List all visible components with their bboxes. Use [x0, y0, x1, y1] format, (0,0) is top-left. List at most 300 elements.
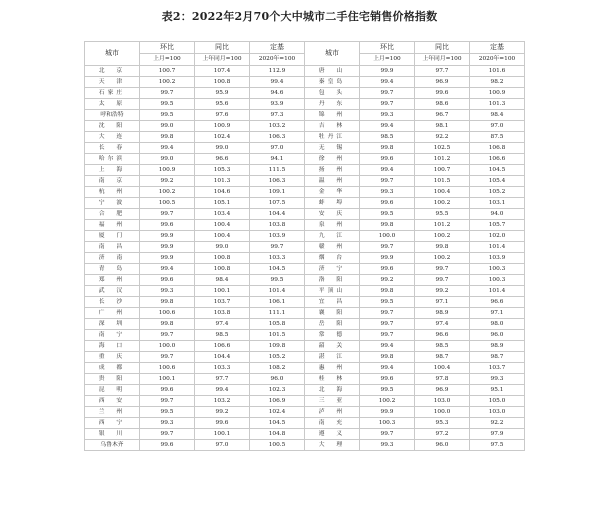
mom-value-left: 100.7 [140, 66, 195, 77]
city-name-left: 杭 州 [85, 187, 140, 198]
yoy-value-left: 97.0 [195, 440, 250, 451]
mom-value-left: 99.3 [140, 418, 195, 429]
base-value-left: 99.7 [250, 242, 305, 253]
table-row [85, 209, 525, 220]
mom-value-left: 99.7 [140, 330, 195, 341]
table-row [85, 187, 525, 198]
city-name-left: 武 汉 [85, 286, 140, 297]
yoy-value-right: 97.7 [415, 66, 470, 77]
yoy-value-left: 106.6 [195, 341, 250, 352]
mom-value-right: 99.2 [360, 275, 415, 286]
base-value-right: 105.7 [470, 220, 525, 231]
mom-value-left: 99.0 [140, 121, 195, 132]
base-value-left: 99.5 [250, 275, 305, 286]
mom-value-right: 99.3 [360, 187, 415, 198]
city-name-right: 北 海 [305, 385, 360, 396]
mom-value-right: 99.9 [360, 66, 415, 77]
mom-value-right: 99.3 [360, 440, 415, 451]
table-body [85, 66, 525, 451]
yoy-value-left: 103.2 [195, 396, 250, 407]
yoy-value-left: 99.2 [195, 407, 250, 418]
yoy-value-left: 102.4 [195, 132, 250, 143]
yoy-value-left: 100.9 [195, 121, 250, 132]
table-row [85, 154, 525, 165]
base-value-left: 103.8 [250, 220, 305, 231]
yoy-value-left: 100.1 [195, 286, 250, 297]
city-name-right: 韶 关 [305, 341, 360, 352]
table-row [85, 440, 525, 451]
city-name-right: 唐 山 [305, 66, 360, 77]
city-name-left: 兰 州 [85, 407, 140, 418]
base-value-left: 104.4 [250, 209, 305, 220]
mom-value-right: 99.9 [360, 407, 415, 418]
table-row [85, 198, 525, 209]
base-value-right: 95.1 [470, 385, 525, 396]
base-value-right: 100.9 [470, 88, 525, 99]
mom-value-right: 99.7 [360, 330, 415, 341]
mom-value-right: 99.7 [360, 308, 415, 319]
base-value-right: 103.9 [470, 253, 525, 264]
yoy-value-left: 100.4 [195, 231, 250, 242]
city-name-right: 扬 州 [305, 165, 360, 176]
mom-value-right: 99.7 [360, 176, 415, 187]
city-name-left: 深 圳 [85, 319, 140, 330]
yoy-value-right: 96.6 [415, 330, 470, 341]
city-name-left: 北 京 [85, 66, 140, 77]
city-name-left: 宁 波 [85, 198, 140, 209]
base-value-left: 108.2 [250, 363, 305, 374]
yoy-value-left: 107.4 [195, 66, 250, 77]
mom-value-left: 99.0 [140, 154, 195, 165]
table-row [85, 231, 525, 242]
base-value-left: 109.8 [250, 341, 305, 352]
mom-value-left: 100.1 [140, 374, 195, 385]
mom-value-right: 99.3 [360, 110, 415, 121]
mom-value-right: 99.4 [360, 165, 415, 176]
table-row [85, 396, 525, 407]
base-value-left: 101.5 [250, 330, 305, 341]
city-name-right: 徐 州 [305, 154, 360, 165]
city-name-left: 太 原 [85, 99, 140, 110]
city-name-right: 平顶山 [305, 286, 360, 297]
base-value-right: 98.7 [470, 352, 525, 363]
mom-value-right: 99.6 [360, 154, 415, 165]
city-name-right: 惠 州 [305, 363, 360, 374]
city-name-left: 长 春 [85, 143, 140, 154]
mom-value-right: 99.6 [360, 374, 415, 385]
mom-value-left: 99.8 [140, 297, 195, 308]
table-row [85, 264, 525, 275]
table-row [85, 330, 525, 341]
city-name-right: 三 亚 [305, 396, 360, 407]
yoy-value-left: 103.4 [195, 209, 250, 220]
base-value-left: 101.4 [250, 286, 305, 297]
subheader-yoy-left: 上年同月=100 [195, 54, 250, 66]
table-row [85, 143, 525, 154]
city-name-left: 济 南 [85, 253, 140, 264]
base-value-left: 111.5 [250, 165, 305, 176]
base-value-left: 106.3 [250, 132, 305, 143]
city-name-left: 南 京 [85, 176, 140, 187]
base-value-left: 104.5 [250, 418, 305, 429]
city-name-left: 上 海 [85, 165, 140, 176]
yoy-value-left: 103.3 [195, 363, 250, 374]
base-value-left: 112.9 [250, 66, 305, 77]
base-value-right: 101.3 [470, 99, 525, 110]
base-value-right: 104.5 [470, 165, 525, 176]
table-row [85, 88, 525, 99]
header-base-left: 定基 [250, 42, 305, 54]
table-row [85, 429, 525, 440]
base-value-left: 105.2 [250, 352, 305, 363]
city-name-right: 九 江 [305, 231, 360, 242]
city-name-right: 丹 东 [305, 99, 360, 110]
base-value-right: 100.3 [470, 275, 525, 286]
city-name-right: 湛 江 [305, 352, 360, 363]
base-value-left: 97.3 [250, 110, 305, 121]
city-name-left: 广 州 [85, 308, 140, 319]
yoy-value-left: 95.9 [195, 88, 250, 99]
mom-value-right: 99.7 [360, 99, 415, 110]
yoy-value-right: 99.7 [415, 264, 470, 275]
header-yoy-left: 同比 [195, 42, 250, 54]
table-row [85, 374, 525, 385]
yoy-value-left: 100.8 [195, 264, 250, 275]
yoy-value-left: 99.6 [195, 418, 250, 429]
base-value-right: 101.6 [470, 66, 525, 77]
base-value-right: 105.2 [470, 187, 525, 198]
city-name-right: 桂 林 [305, 374, 360, 385]
mom-value-right: 99.7 [360, 319, 415, 330]
yoy-value-right: 99.6 [415, 88, 470, 99]
yoy-value-right: 100.4 [415, 187, 470, 198]
city-name-left: 长 沙 [85, 297, 140, 308]
city-name-right: 岳 阳 [305, 319, 360, 330]
city-name-left: 沈 阳 [85, 121, 140, 132]
header-city-left: 城市 [85, 42, 140, 66]
base-value-right: 102.0 [470, 231, 525, 242]
base-value-right: 92.2 [470, 418, 525, 429]
base-value-left: 96.0 [250, 374, 305, 385]
mom-value-left: 100.9 [140, 165, 195, 176]
mom-value-right: 99.8 [360, 286, 415, 297]
mom-value-left: 99.4 [140, 264, 195, 275]
mom-value-right: 99.6 [360, 198, 415, 209]
base-value-right: 98.2 [470, 77, 525, 88]
base-value-left: 103.3 [250, 253, 305, 264]
yoy-value-left: 99.0 [195, 143, 250, 154]
mom-value-right: 99.5 [360, 297, 415, 308]
base-value-left: 102.3 [250, 385, 305, 396]
base-value-right: 97.9 [470, 429, 525, 440]
yoy-value-right: 97.8 [415, 374, 470, 385]
city-name-right: 无 锡 [305, 143, 360, 154]
price-index-table [84, 41, 515, 500]
city-name-right: 烟 台 [305, 253, 360, 264]
mom-value-left: 99.6 [140, 220, 195, 231]
base-value-right: 106.6 [470, 154, 525, 165]
mom-value-left: 100.5 [140, 198, 195, 209]
yoy-value-left: 97.4 [195, 319, 250, 330]
city-name-right: 洛 阳 [305, 275, 360, 286]
mom-value-right: 99.4 [360, 341, 415, 352]
city-name-left: 厦 门 [85, 231, 140, 242]
base-value-right: 97.1 [470, 308, 525, 319]
yoy-value-right: 101.2 [415, 220, 470, 231]
mom-value-left: 99.5 [140, 407, 195, 418]
header-mom-left: 环比 [140, 42, 195, 54]
yoy-value-right: 100.7 [415, 165, 470, 176]
mom-value-right: 99.8 [360, 143, 415, 154]
yoy-value-right: 95.3 [415, 418, 470, 429]
header-mom-right: 环比 [360, 42, 415, 54]
yoy-value-right: 99.8 [415, 242, 470, 253]
base-value-right: 96.0 [470, 330, 525, 341]
base-value-left: 97.0 [250, 143, 305, 154]
city-name-right: 吉 林 [305, 121, 360, 132]
base-value-right: 87.5 [470, 132, 525, 143]
city-name-left: 西 宁 [85, 418, 140, 429]
city-name-right: 大 理 [305, 440, 360, 451]
yoy-value-left: 96.6 [195, 154, 250, 165]
mom-value-right: 99.5 [360, 385, 415, 396]
yoy-value-left: 105.3 [195, 165, 250, 176]
mom-value-left: 100.6 [140, 363, 195, 374]
base-value-right: 100.3 [470, 264, 525, 275]
city-name-left: 合 肥 [85, 209, 140, 220]
base-value-left: 102.4 [250, 407, 305, 418]
base-value-left: 94.1 [250, 154, 305, 165]
mom-value-right: 99.7 [360, 429, 415, 440]
mom-value-right: 99.4 [360, 77, 415, 88]
mom-value-left: 99.8 [140, 319, 195, 330]
base-value-left: 106.3 [250, 176, 305, 187]
mom-value-right: 99.5 [360, 209, 415, 220]
city-name-right: 包 头 [305, 88, 360, 99]
table-row [85, 275, 525, 286]
yoy-value-right: 99.7 [415, 275, 470, 286]
mom-value-left: 99.4 [140, 143, 195, 154]
city-name-right: 襄 阳 [305, 308, 360, 319]
yoy-value-right: 97.4 [415, 319, 470, 330]
header-base-right: 定基 [470, 42, 525, 54]
yoy-value-left: 98.5 [195, 330, 250, 341]
base-value-left: 111.1 [250, 308, 305, 319]
mom-value-right: 99.8 [360, 220, 415, 231]
mom-value-left: 99.7 [140, 88, 195, 99]
mom-value-left: 99.7 [140, 429, 195, 440]
yoy-value-right: 98.9 [415, 308, 470, 319]
yoy-value-left: 98.4 [195, 275, 250, 286]
yoy-value-right: 100.2 [415, 231, 470, 242]
subheader-yoy-right: 上年同月=100 [415, 54, 470, 66]
mom-value-right: 100.0 [360, 231, 415, 242]
mom-value-left: 99.9 [140, 253, 195, 264]
yoy-value-left: 104.4 [195, 352, 250, 363]
yoy-value-right: 92.2 [415, 132, 470, 143]
mom-value-left: 99.5 [140, 110, 195, 121]
city-name-left: 哈尔滨 [85, 154, 140, 165]
city-name-right: 宜 昌 [305, 297, 360, 308]
yoy-value-right: 100.4 [415, 363, 470, 374]
yoy-value-right: 98.6 [415, 99, 470, 110]
city-name-right: 金 华 [305, 187, 360, 198]
table-row [85, 418, 525, 429]
mom-value-left: 99.9 [140, 231, 195, 242]
city-name-right: 温 州 [305, 176, 360, 187]
base-value-left: 100.5 [250, 440, 305, 451]
table-row [85, 319, 525, 330]
table-row [85, 297, 525, 308]
mom-value-left: 99.3 [140, 286, 195, 297]
yoy-value-left: 95.6 [195, 99, 250, 110]
yoy-value-left: 100.4 [195, 220, 250, 231]
city-name-left: 大 连 [85, 132, 140, 143]
price-index-table-grid [84, 41, 525, 451]
base-value-right: 98.4 [470, 110, 525, 121]
base-value-right: 103.7 [470, 363, 525, 374]
base-value-right: 98.9 [470, 341, 525, 352]
yoy-value-right: 100.0 [415, 407, 470, 418]
mom-value-left: 100.0 [140, 341, 195, 352]
city-name-right: 泸 州 [305, 407, 360, 418]
city-name-left: 青 岛 [85, 264, 140, 275]
table-row [85, 286, 525, 297]
mom-value-left: 99.7 [140, 209, 195, 220]
city-name-left: 郑 州 [85, 275, 140, 286]
city-name-right: 常 德 [305, 330, 360, 341]
table-row [85, 121, 525, 132]
yoy-value-left: 99.0 [195, 242, 250, 253]
base-value-right: 96.6 [470, 297, 525, 308]
base-value-right: 103.0 [470, 407, 525, 418]
yoy-value-right: 98.7 [415, 352, 470, 363]
table-row [85, 352, 525, 363]
city-name-right: 秦皇岛 [305, 77, 360, 88]
yoy-value-left: 97.7 [195, 374, 250, 385]
base-value-left: 109.1 [250, 187, 305, 198]
city-name-right: 蚌 埠 [305, 198, 360, 209]
yoy-value-left: 103.8 [195, 308, 250, 319]
mom-value-right: 99.8 [360, 352, 415, 363]
mom-value-right: 99.9 [360, 253, 415, 264]
base-value-left: 107.5 [250, 198, 305, 209]
mom-value-left: 99.6 [140, 385, 195, 396]
base-value-left: 104.8 [250, 429, 305, 440]
city-name-left: 乌鲁木齐 [85, 440, 140, 451]
table-row [85, 253, 525, 264]
yoy-value-left: 100.1 [195, 429, 250, 440]
yoy-value-left: 99.4 [195, 385, 250, 396]
mom-value-right: 99.7 [360, 88, 415, 99]
table-row [85, 220, 525, 231]
header-city-right: 城市 [305, 42, 360, 66]
yoy-value-left: 103.7 [195, 297, 250, 308]
yoy-value-left: 97.6 [195, 110, 250, 121]
city-name-left: 南 宁 [85, 330, 140, 341]
table-row [85, 341, 525, 352]
page-title: 表2：2022年2月70个大中城市二手住宅销售价格指数 [161, 10, 438, 23]
yoy-value-right: 96.9 [415, 385, 470, 396]
mom-value-right: 99.7 [360, 242, 415, 253]
subheader-mom-left: 上月=100 [140, 54, 195, 66]
base-value-right: 105.0 [470, 396, 525, 407]
base-value-right: 101.4 [470, 286, 525, 297]
base-value-right: 97.5 [470, 440, 525, 451]
base-value-right: 98.0 [470, 319, 525, 330]
base-value-left: 93.9 [250, 99, 305, 110]
yoy-value-right: 96.9 [415, 77, 470, 88]
base-value-left: 106.9 [250, 396, 305, 407]
yoy-value-right: 102.5 [415, 143, 470, 154]
base-value-right: 97.0 [470, 121, 525, 132]
mom-value-left: 99.7 [140, 352, 195, 363]
mom-value-left: 99.8 [140, 132, 195, 143]
mom-value-right: 99.4 [360, 121, 415, 132]
yoy-value-left: 100.8 [195, 77, 250, 88]
yoy-value-left: 105.1 [195, 198, 250, 209]
yoy-value-right: 96.7 [415, 110, 470, 121]
mom-value-left: 100.2 [140, 77, 195, 88]
city-name-right: 安 庆 [305, 209, 360, 220]
city-name-right: 赣 州 [305, 242, 360, 253]
yoy-value-right: 98.1 [415, 121, 470, 132]
subheader-base-right: 2020年=100 [470, 54, 525, 66]
table-row [85, 132, 525, 143]
yoy-value-right: 101.5 [415, 176, 470, 187]
table-row [85, 407, 525, 418]
yoy-value-right: 95.5 [415, 209, 470, 220]
base-value-left: 99.4 [250, 77, 305, 88]
table-header-row [85, 42, 525, 54]
yoy-value-right: 96.0 [415, 440, 470, 451]
city-name-left: 天 津 [85, 77, 140, 88]
base-value-left: 103.2 [250, 121, 305, 132]
mom-value-left: 99.9 [140, 242, 195, 253]
city-name-left: 贵 阳 [85, 374, 140, 385]
table-row [85, 176, 525, 187]
yoy-value-left: 101.3 [195, 176, 250, 187]
table-row [85, 165, 525, 176]
city-name-left: 成 都 [85, 363, 140, 374]
subheader-mom-right: 上月=100 [360, 54, 415, 66]
city-name-right: 南 充 [305, 418, 360, 429]
yoy-value-left: 100.8 [195, 253, 250, 264]
mom-value-left: 99.6 [140, 440, 195, 451]
city-name-right: 遵 义 [305, 429, 360, 440]
city-name-left: 银 川 [85, 429, 140, 440]
header-yoy-right: 同比 [415, 42, 470, 54]
yoy-value-left: 104.6 [195, 187, 250, 198]
base-value-right: 103.1 [470, 198, 525, 209]
base-value-left: 104.5 [250, 264, 305, 275]
table-row [85, 99, 525, 110]
city-name-left: 西 安 [85, 396, 140, 407]
city-name-left: 呼和浩特 [85, 110, 140, 121]
city-name-right: 锦 州 [305, 110, 360, 121]
yoy-value-right: 98.5 [415, 341, 470, 352]
base-value-left: 94.6 [250, 88, 305, 99]
base-value-right: 101.4 [470, 242, 525, 253]
mom-value-right: 99.6 [360, 264, 415, 275]
city-name-left: 南 昌 [85, 242, 140, 253]
table-row [85, 385, 525, 396]
yoy-value-right: 101.2 [415, 154, 470, 165]
city-name-right: 济 宁 [305, 264, 360, 275]
table-row [85, 66, 525, 77]
mom-value-right: 100.2 [360, 396, 415, 407]
mom-value-left: 100.6 [140, 308, 195, 319]
